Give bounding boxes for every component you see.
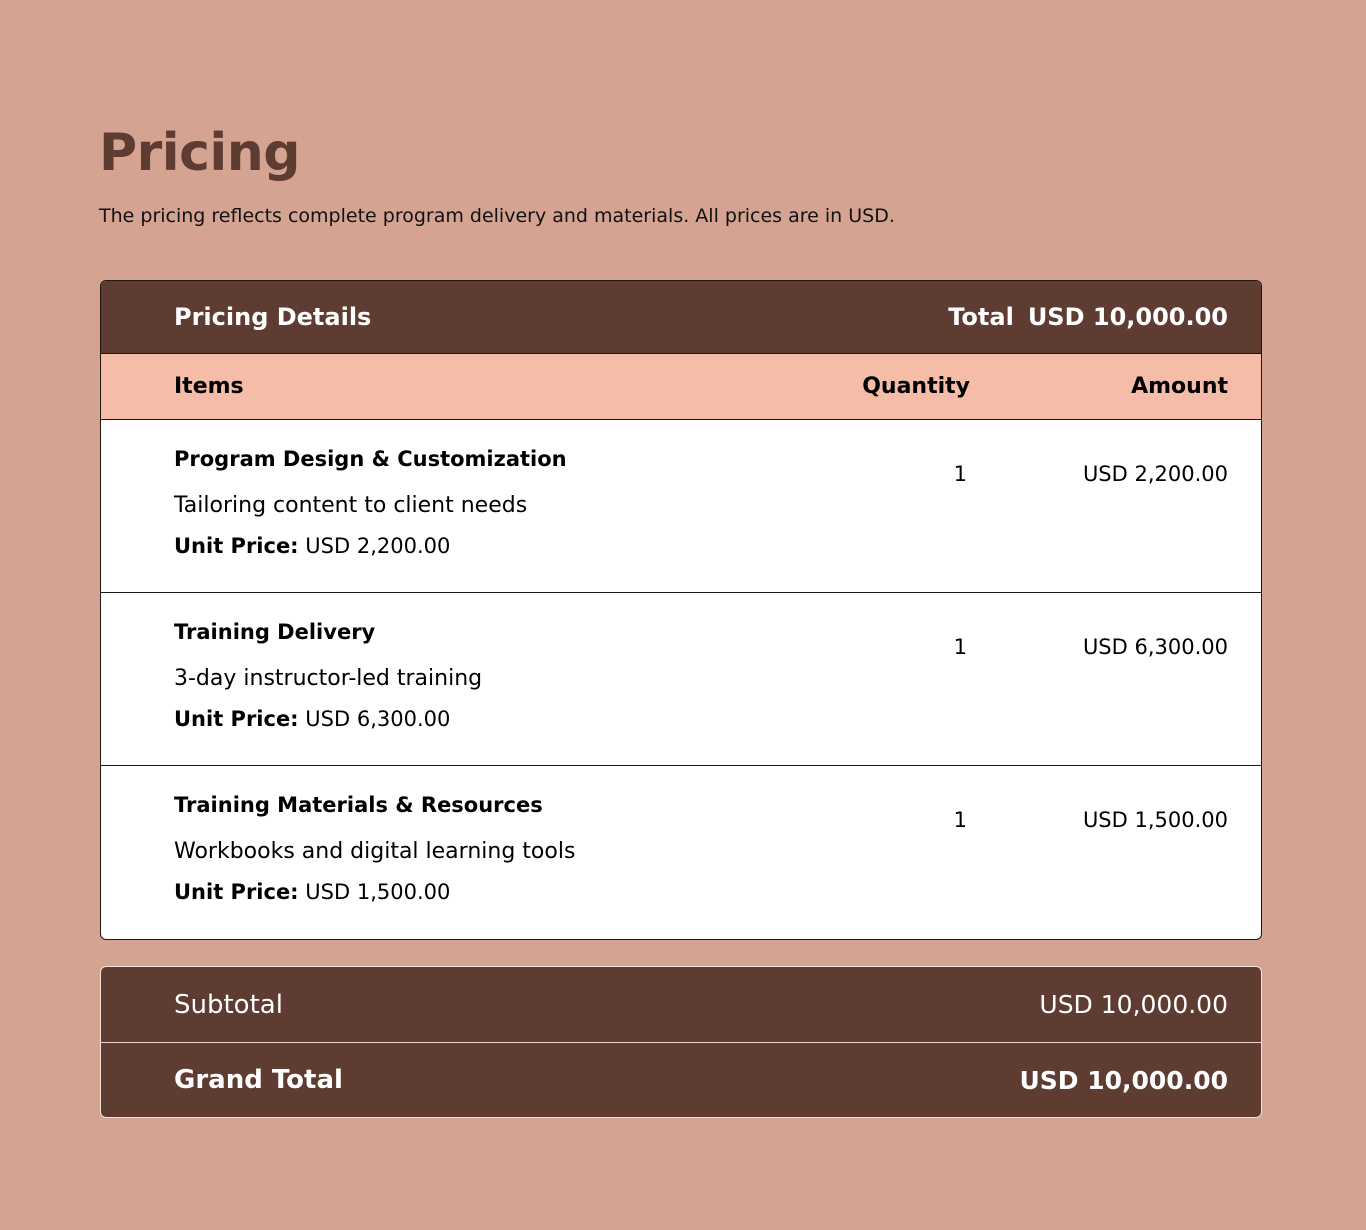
item-quantity: 1 — [953, 635, 967, 659]
item-cell — [174, 619, 850, 765]
item-description: Tailoring content to client needs — [174, 493, 528, 518]
item-name: Training Materials & Resources — [174, 793, 543, 817]
pricing-table-header — [101, 281, 1261, 354]
subtotal-label: Subtotal — [174, 989, 283, 1020]
pricing-details-title: Pricing Details — [174, 303, 372, 331]
item-cell — [174, 446, 850, 592]
subtotal-row — [101, 967, 1261, 1042]
item-description: Workbooks and digital learning tools — [174, 839, 576, 864]
pricing-table — [100, 280, 1262, 940]
column-header-quantity: Quantity — [862, 374, 970, 399]
header-total-value: USD 10,000.00 — [1027, 303, 1228, 331]
subtotal-value: USD 10,000.00 — [1039, 990, 1228, 1019]
column-header-amount: Amount — [1131, 374, 1228, 399]
table-row — [101, 593, 1261, 766]
unit-price-value: USD 6,300.00 — [305, 707, 451, 731]
item-unit-price — [174, 533, 850, 559]
unit-price-value: USD 1,500.00 — [305, 880, 451, 904]
page-title: Pricing — [99, 123, 300, 183]
item-description: 3-day instructor-led training — [174, 666, 483, 691]
unit-price-label: Unit Price: — [174, 534, 299, 558]
totals-summary — [100, 966, 1262, 1118]
table-row — [101, 766, 1261, 939]
grand-total-label: Grand Total — [174, 1065, 343, 1095]
item-unit-price — [174, 879, 850, 905]
item-name: Training Delivery — [174, 620, 376, 644]
grand-total-value: USD 10,000.00 — [1019, 1065, 1228, 1095]
item-name: Program Design & Customization — [174, 447, 567, 471]
column-header-items: Items — [174, 374, 244, 399]
page-intro: The pricing reflects complete program delivery and materials. All prices are in USD. — [99, 205, 895, 227]
unit-price-value: USD 2,200.00 — [305, 534, 451, 558]
pricing-section — [99, 120, 1263, 1095]
grand-total-row — [101, 1042, 1261, 1117]
item-cell — [174, 792, 850, 939]
item-unit-price — [174, 706, 850, 732]
item-amount: USD 1,500.00 — [1082, 808, 1228, 832]
unit-price-label: Unit Price: — [174, 880, 299, 904]
table-row — [101, 420, 1261, 593]
unit-price-label: Unit Price: — [174, 707, 299, 731]
item-amount: USD 6,300.00 — [1082, 635, 1228, 659]
item-quantity: 1 — [953, 462, 967, 486]
item-amount: USD 2,200.00 — [1082, 462, 1228, 486]
header-total-label: Total — [948, 303, 1014, 331]
item-quantity: 1 — [953, 808, 967, 832]
column-headers — [101, 354, 1261, 420]
